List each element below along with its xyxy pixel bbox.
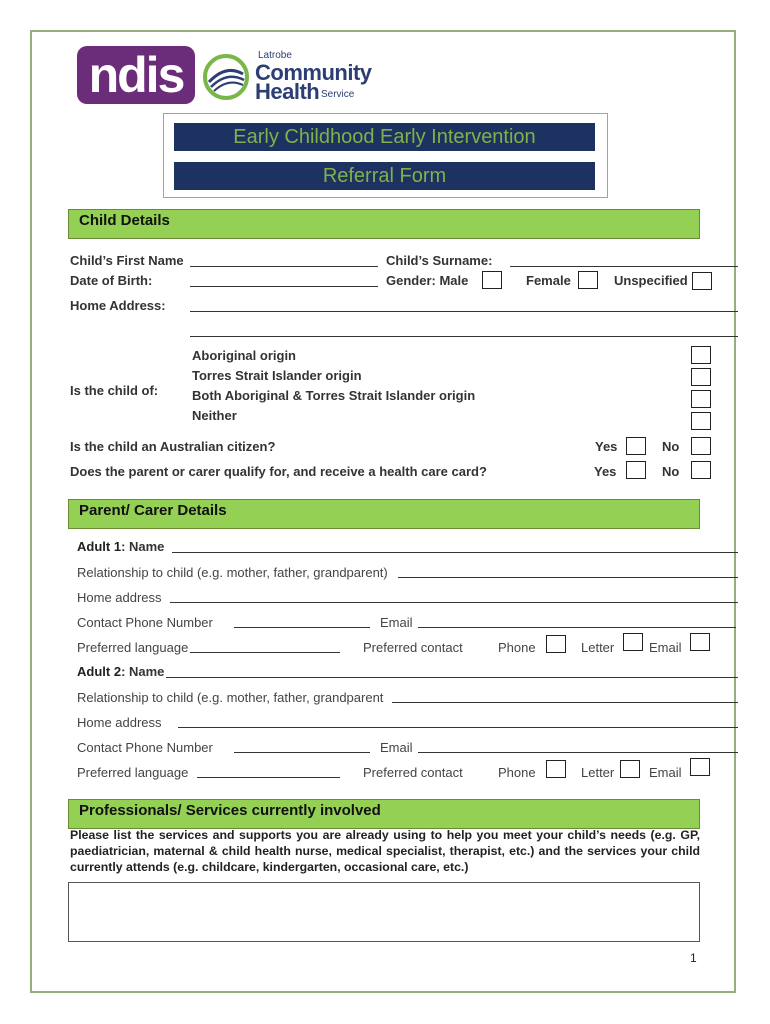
adult1-phone-label: Contact Phone Number — [77, 615, 213, 630]
page-number: 1 — [690, 951, 697, 965]
gender-unspecified-checkbox[interactable] — [692, 272, 712, 290]
healthcare-question: Does the parent or carer qualify for, and receive a health care card? — [70, 464, 487, 479]
citizen-no-checkbox[interactable] — [691, 437, 711, 455]
adult1-name-field[interactable] — [172, 552, 738, 553]
adult2-letter-option-label: Letter — [581, 765, 615, 780]
origin-torres-strait-checkbox[interactable] — [691, 368, 711, 386]
home-address-label: Home Address: — [70, 298, 166, 313]
female-label: Female — [526, 273, 571, 288]
home-address-field-2[interactable] — [190, 336, 738, 337]
citizen-yes-checkbox[interactable] — [626, 437, 646, 455]
adult2-email-field[interactable] — [418, 752, 738, 753]
form-subtitle: Referral Form — [174, 162, 595, 190]
adult1-letter-option-label: Letter — [581, 640, 615, 655]
adult2-preferred-contact-label: Preferred contact — [363, 765, 463, 780]
adult1-language-label: Preferred language — [77, 640, 189, 655]
healthcare-no-checkbox[interactable] — [691, 461, 711, 479]
adult1-email-field[interactable] — [418, 627, 736, 628]
first-name-field[interactable] — [190, 266, 378, 267]
unspecified-label: Unspecified — [614, 273, 688, 288]
adult2-phone-option-label: Phone — [498, 765, 536, 780]
origin-option-both: Both Aboriginal & Torres Strait Islander origin — [192, 388, 476, 403]
origin-option-neither: Neither — [192, 408, 237, 423]
logo-community: Community — [255, 60, 372, 85]
adult1-relationship-label: Relationship to child (e.g. mother, father, grandparent) — [77, 565, 388, 580]
adult1-name-label — [77, 539, 164, 554]
adult1-email-label: Email — [380, 615, 413, 630]
adult2-email-checkbox[interactable] — [690, 758, 710, 776]
citizen-yes-label: Yes — [595, 439, 618, 454]
dob-field[interactable] — [190, 286, 378, 287]
first-name-label: Child’s First Name — [70, 253, 184, 268]
adult2-language-field[interactable] — [197, 777, 340, 778]
adult1-home-address-field[interactable] — [170, 602, 738, 603]
adult1-phone-field[interactable] — [234, 627, 370, 628]
surname-field[interactable] — [510, 266, 738, 267]
adult2-name-suffix: : Name — [121, 664, 165, 679]
dob-label: Date of Birth: — [70, 273, 153, 288]
adult1-language-field[interactable] — [190, 652, 340, 653]
adult2-name-field[interactable] — [166, 677, 738, 678]
home-address-field-1[interactable] — [190, 311, 738, 312]
adult2-language-label: Preferred language — [77, 765, 189, 780]
adult2-relationship-field[interactable] — [392, 702, 738, 703]
adult2-home-address-label: Home address — [77, 715, 162, 730]
adult1-relationship-field[interactable] — [398, 577, 738, 578]
parent-details-heading: Parent/ Carer Details — [68, 499, 700, 529]
adult1-letter-checkbox[interactable] — [623, 633, 643, 651]
logo-service: Service — [321, 89, 355, 100]
surname-label: Child’s Surname: — [386, 253, 493, 268]
adult2-phone-label: Contact Phone Number — [77, 740, 213, 755]
origin-aboriginal-checkbox[interactable] — [691, 346, 711, 364]
adult2-phone-checkbox[interactable] — [546, 760, 566, 778]
adult1-prefix: Adult 1 — [77, 539, 122, 554]
ndis-logo: ndis — [77, 46, 195, 104]
logo-latrobe: Latrobe — [258, 50, 292, 61]
adult2-home-address-field[interactable] — [178, 727, 738, 728]
adult1-name-suffix: : Name — [121, 539, 165, 554]
adult1-preferred-contact-label: Preferred contact — [363, 640, 463, 655]
services-instructions: Please list the services and supports you are already using to help you meet your child’s needs (e.g. GP, paediatrician, maternal & child health nurse, medical specialist, therapist, etc.) and the services your child currently attends (e.g. childcare, kindergarten, occasional care, etc.) — [70, 828, 700, 874]
gender-female-checkbox[interactable] — [578, 271, 598, 289]
adult1-email-option-label: Email — [649, 640, 682, 655]
origin-question: Is the child of: — [70, 383, 159, 398]
healthcare-yes-checkbox[interactable] — [626, 461, 646, 479]
community-health-swoosh-icon — [203, 54, 249, 100]
origin-both-checkbox[interactable] — [691, 390, 711, 408]
adult1-phone-checkbox[interactable] — [546, 635, 566, 653]
origin-option-aboriginal: Aboriginal origin — [192, 348, 296, 363]
citizen-question: Is the child an Australian citizen? — [70, 439, 276, 454]
adult2-relationship-label: Relationship to child (e.g. mother, father, grandparent — [77, 690, 384, 705]
adult2-letter-checkbox[interactable] — [620, 760, 640, 778]
adult2-name-label — [77, 664, 164, 679]
latrobe-community-health-logo — [203, 52, 373, 104]
healthcare-yes-label: Yes — [594, 464, 617, 479]
adult2-email-label: Email — [380, 740, 413, 755]
services-textarea[interactable] — [68, 882, 700, 942]
citizen-no-label: No — [662, 439, 680, 454]
form-title: Early Childhood Early Intervention — [174, 123, 595, 151]
logo-health: Health — [255, 79, 320, 104]
origin-neither-checkbox[interactable] — [691, 412, 711, 430]
healthcare-no-label: No — [662, 464, 680, 479]
adult1-phone-option-label: Phone — [498, 640, 536, 655]
adult1-home-address-label: Home address — [77, 590, 162, 605]
adult2-phone-field[interactable] — [234, 752, 370, 753]
adult2-email-option-label: Email — [649, 765, 682, 780]
gender-label: Gender: Male — [386, 273, 469, 288]
adult1-email-checkbox[interactable] — [690, 633, 710, 651]
adult2-prefix: Adult 2 — [77, 664, 122, 679]
services-heading: Professionals/ Services currently involved — [68, 799, 700, 829]
child-details-heading: Child Details — [68, 209, 700, 239]
gender-male-checkbox[interactable] — [482, 271, 502, 289]
origin-option-torres-strait: Torres Strait Islander origin — [192, 368, 362, 383]
